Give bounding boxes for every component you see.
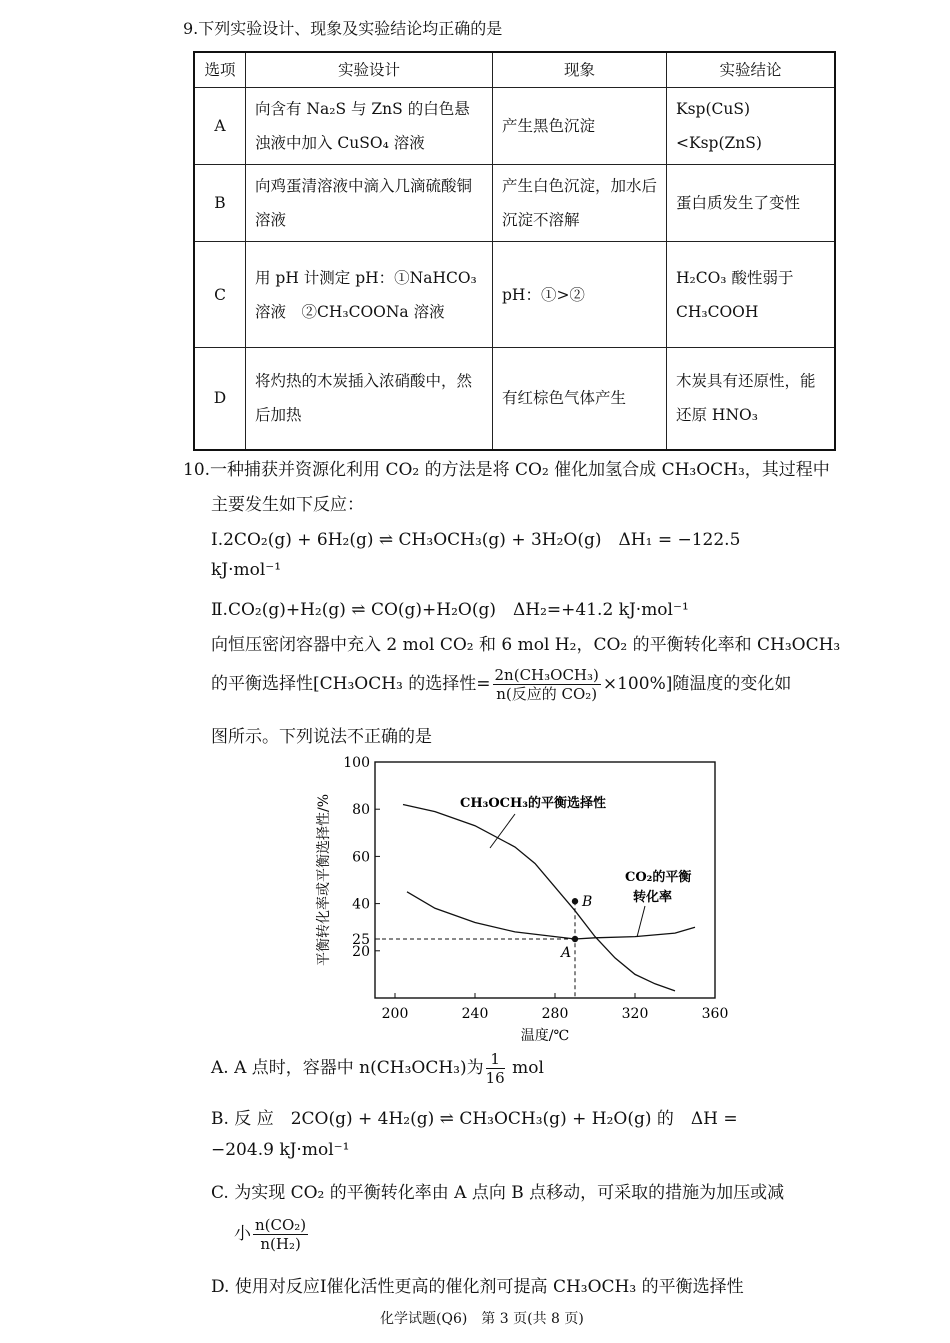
q10-stem-line1: 10.一种捕获并资源化利用 CO₂ 的方法是将 CO₂ 催化加氢合成 CH₃OCH₃，其过程中 (183, 460, 830, 480)
point-a-marker (572, 936, 578, 942)
row-conclusion: Ksp(CuS)<Ksp(ZnS) (667, 88, 836, 165)
option-c-prefix: 小 (234, 1224, 251, 1244)
option-a (211, 1050, 544, 1087)
fraction-denominator: n(H₂) (260, 1235, 301, 1253)
table-row (194, 242, 835, 348)
q10-desc-line1: 向恒压密闭容器中充入 2 mol CO₂ 和 6 mol H₂，CO₂ 的平衡转化率和 CH₃OCH₃ (211, 635, 841, 655)
reaction-2: Ⅱ.CO₂(g)+H₂(g) ⇌ CO(g)+H₂O(g) ΔH₂=+41.2 kJ·mol⁻¹ (211, 600, 689, 620)
row-design: 向鸡蛋清溶液中滴入几滴硫酸铜溶液 (246, 165, 493, 242)
annotation-conversion-2: 转化率 (633, 890, 673, 905)
y-tick-label: 20 (352, 943, 370, 960)
x-tick-label: 280 (541, 1006, 569, 1022)
fraction-numerator: 1 (486, 1050, 505, 1069)
option-c-line1: C. 为实现 CO₂ 的平衡转化率由 A 点向 B 点移动，可采取的措施为加压或减 (211, 1183, 785, 1203)
equilibrium-chart (300, 752, 730, 1042)
q9-table (193, 51, 836, 451)
row-option: A (194, 88, 246, 165)
x-tick-label: 200 (381, 1006, 409, 1022)
selectivity-fraction (493, 666, 601, 703)
row-design: 向含有 Na₂S 与 ZnS 的白色悬浊液中加入 CuSO₄ 溶液 (246, 88, 493, 165)
annotation-selectivity-leader (490, 814, 515, 848)
annotation-conversion-leader (637, 906, 645, 937)
option-c-fraction (253, 1216, 308, 1253)
option-d: D. 使用对反应Ⅰ催化活性更高的催化剂可提高 CH₃OCH₃ 的平衡选择性 (211, 1277, 744, 1297)
option-b-line2: −204.9 kJ·mol⁻¹ (211, 1140, 350, 1160)
fraction-denominator: n(反应的 CO₂) (496, 685, 598, 703)
q10-desc-line2 (211, 666, 791, 703)
row-phenomenon: 产生白色沉淀，加水后沉淀不溶解 (493, 165, 667, 242)
y-tick-label: 60 (352, 849, 370, 866)
table-row (194, 165, 835, 242)
row-design: 用 pH 计测定 pH：①NaHCO₃ 溶液 ②CH₃COONa 溶液 (246, 242, 493, 348)
page-footer: 化学试题(Q6) 第 3 页(共 8 页) (380, 1311, 584, 1327)
q9-stem: 9.下列实验设计、现象及实验结论均正确的是 (183, 19, 503, 38)
q10-desc-line3: 图所示。下列说法不正确的是 (211, 727, 432, 747)
table-row (194, 348, 835, 450)
table-row (194, 88, 835, 165)
row-option: B (194, 165, 246, 242)
col-option: 选项 (194, 52, 246, 88)
row-phenomenon: 产生黑色沉淀 (493, 88, 667, 165)
col-phenomenon: 现象 (493, 52, 667, 88)
fraction-numerator: 2n(CH₃OCH₃) (494, 666, 599, 684)
option-a-text: A. A 点时，容器中 n(CH₃OCH₃)为 (211, 1058, 484, 1078)
fraction-denominator: 16 (485, 1069, 505, 1087)
x-tick-label: 360 (701, 1006, 729, 1022)
annotation-conversion-1: CO₂的平衡 (625, 870, 692, 885)
reaction-1-unit: kJ·mol⁻¹ (211, 560, 282, 580)
y-tick-label: 80 (352, 802, 370, 819)
fraction-numerator: n(CO₂) (255, 1216, 307, 1234)
col-conclusion: 实验结论 (667, 52, 836, 88)
option-b-line1: B. 反 应 2CO(g) + 4H₂(g) ⇌ CH₃OCH₃(g) + H₂O(g) 的 ΔH = (211, 1109, 738, 1129)
row-design: 将灼热的木炭插入浓硝酸中，然后加热 (246, 348, 493, 450)
q10-stem-line2: 主要发生如下反应： (211, 495, 364, 515)
table-header-row (194, 52, 835, 88)
row-phenomenon: 有红棕色气体产生 (493, 348, 667, 450)
option-c-line2 (234, 1216, 310, 1253)
point-a-label: A (561, 945, 572, 961)
y-tick-label: 25 (352, 932, 370, 948)
x-tick-label: 320 (621, 1006, 649, 1022)
y-tick-label: 40 (352, 896, 370, 913)
reaction-1: Ⅰ.2CO₂(g) + 6H₂(g) ⇌ CH₃OCH₃(g) + 3H₂O(g) ΔH₁ = −122.5 (211, 530, 741, 550)
x-axis-label: 温度/℃ (520, 1028, 570, 1042)
point-b-marker (572, 898, 578, 904)
row-conclusion: 蛋白质发生了变性 (667, 165, 836, 242)
row-conclusion: 木炭具有还原性，能还原 HNO₃ (667, 348, 836, 450)
x-tick-label: 240 (461, 1006, 489, 1022)
y-axis-label: 平衡转化率或平衡选择性/% (316, 793, 332, 967)
selectivity-def-prefix: 的平衡选择性[CH₃OCH₃ 的选择性= (211, 674, 491, 694)
row-phenomenon: pH：①>② (493, 242, 667, 348)
option-a-fraction (486, 1050, 505, 1087)
annotation-selectivity: CH₃OCH₃的平衡选择性 (460, 796, 606, 811)
col-design: 实验设计 (246, 52, 493, 88)
point-b-label: B (582, 894, 593, 911)
option-a-unit: mol (512, 1058, 544, 1078)
row-option: C (194, 242, 246, 348)
y-tick-label: 100 (343, 755, 370, 771)
row-option: D (194, 348, 246, 450)
selectivity-def-suffix: ×100%]随温度的变化如 (602, 674, 792, 694)
row-conclusion: H₂CO₃ 酸性弱于 CH₃COOH (667, 242, 836, 348)
